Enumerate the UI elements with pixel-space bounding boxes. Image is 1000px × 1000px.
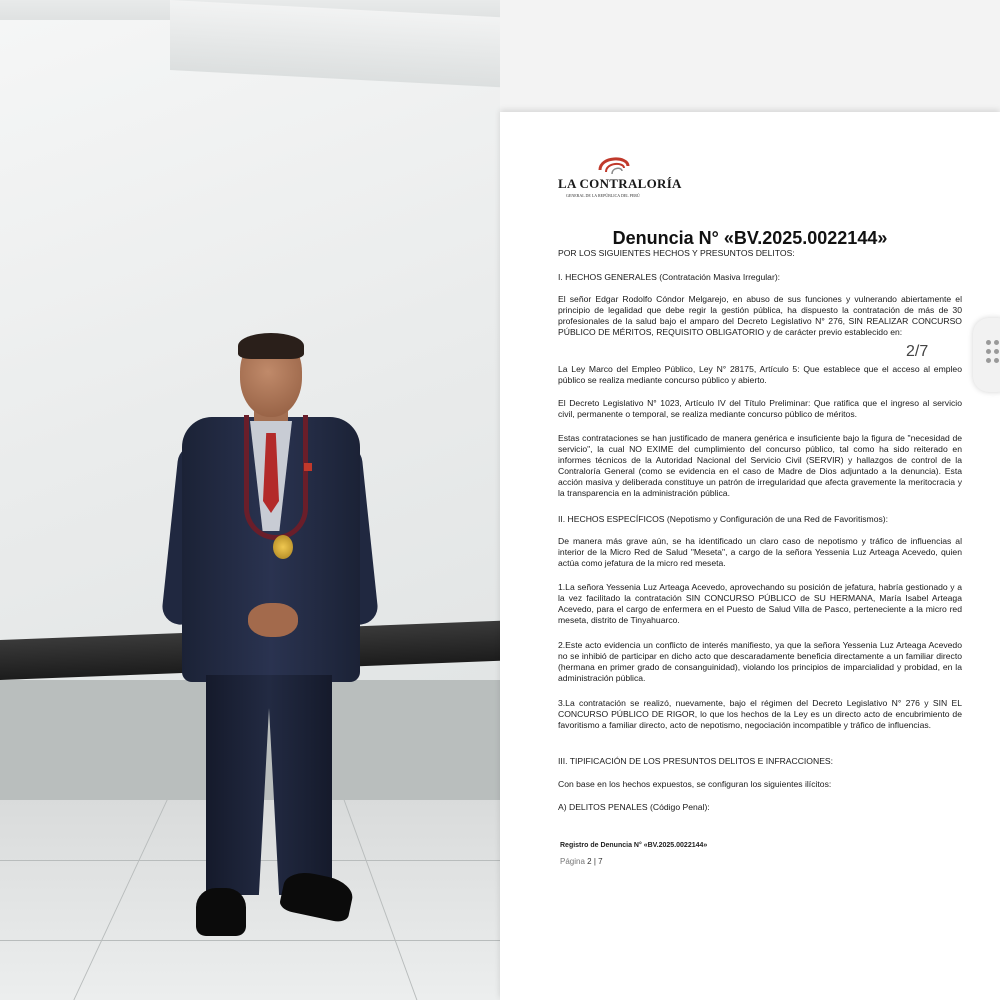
document-page[interactable] — [500, 112, 1000, 1000]
hair — [238, 333, 304, 359]
standing-man — [170, 335, 370, 945]
trousers — [206, 675, 332, 895]
paragraph-2: La Ley Marco del Empleo Público, Ley N° 28175, Artículo 5: Que establece que el acceso al empleo público se realiza mediante concurso público y abierto. — [558, 364, 962, 385]
paragraph-7: 2.Este acto evidencia un conflicto de interés manifiesto, ya que la señora Yessenia Luz Arteaga Acevedo no se inhibió de participar en dicho acto que descaradamente beneficia directamente a un familiar directo (hermana en primer grado de consanguinidad), violando los principios de imparcialidad y probidad, en la administración pública. — [558, 640, 962, 683]
footer-page-value: 2 | 7 — [587, 857, 603, 866]
paragraph-8: 3.La contratación se realizó, nuevamente, bajo el régimen del Decreto Legislativo N° 276 y SIN EL CONCURSO PÚBLICO DE RIGOR, lo que los hechos de la Ley es un directo acto de encubrimiento de favoritismo a familiar directo, acto de nepotismo, negociación incompatible y tráfico de influencias. — [558, 698, 962, 730]
paragraph-1: El señor Edgar Rodolfo Cóndor Melgarejo, en abuso de sus funciones y vulnerando abiertamente el principio de legalidad que debe regir la gestión pública, ha dispuesto la contratación de más de 30 profesionales de la salud bajo el amparo del Decreto Legislativo N° 276, SIN REALIZAR CONCURSO PÚBLICO DE MÉRITOS, REQUISITO OBLIGATORIO y de carácter previo establecido en: — [558, 294, 962, 337]
section-a-heading: A) DELITOS PENALES (Código Penal): — [558, 802, 710, 812]
lapel-pin — [304, 463, 312, 471]
section-1-heading: I. HECHOS GENERALES (Contratación Masiva Irregular): — [558, 272, 781, 282]
page-indicator: 2/7 — [906, 343, 929, 360]
paragraph-6: 1.La señora Yessenia Luz Arteaga Acevedo, aprovechando su posición de jefatura, habría gestionado y a la vez facilitado la contratación SIN CONCURSO PÚBLICO de SU HERMANA, María Isabel Arteaga Acevedo, para el cargo de enfermera en el Puesto de Salud Villa de Pasco, perteneciente a la micro red meseta, distrito de Tinyahuarco. — [558, 582, 962, 625]
footer-registro: Registro de Denuncia N° «BV.2025.0022144» — [560, 842, 708, 849]
gold-medal — [273, 535, 293, 559]
tile-line — [73, 800, 167, 1000]
paragraph-9: Con base en los hechos expuestos, se configuran los siguientes ilícitos: — [558, 779, 832, 789]
footer-page-label: Página — [560, 857, 585, 866]
document-title: Denuncia N° «BV.2025.0022144» — [612, 228, 888, 248]
clasped-hands — [248, 603, 298, 637]
paragraph-4: Estas contrataciones se han justificado de manera genérica e insuficiente bajo la figura de "necesidad de servicio", la cual NO EXIME del cumplimiento del concurso público, tal como ha sido reiterado en informes técnicos de la Autoridad Nacional del Servicio Civil (SERVIR) y hallazgos de control de la Contraloría General (como se evidencia en el caso de Madre de Dios adjuntado a la denuncia). Esta acción masiva y deliberada constituye un patrón de irregularidad que afecta gravemente la meritocracia y la transparencia en la administración pública. — [558, 433, 962, 498]
paragraph-5: De manera más grave aún, se ha identificado un claro caso de nepotismo y tráfico de influencias al interior de la Micro Red de Salud "Meseta", a cargo de la señora Yessenia Luz Arteaga Acevedo, quien actúa como jefatura de la micro red meseta. — [558, 536, 962, 568]
section-3-heading: III. TIPIFICACIÓN DE LOS PRESUNTOS DELITOS E INFRACCIONES: — [558, 756, 834, 766]
logo-subtext: GENERAL DE LA REPÚBLICA DEL PERÚ — [566, 193, 640, 198]
grip-dots-icon — [986, 340, 1000, 366]
logo-text: LA CONTRALORÍA — [558, 176, 682, 191]
right-shoe — [278, 868, 355, 924]
section-2-heading: II. HECHOS ESPECÍFICOS (Nepotismo y Configuración de una Red de Favoritismos): — [558, 514, 889, 524]
paragraph-3: El Decreto Legislativo N° 1023, Artículo IV del Título Preliminar: Que ratifica que el ingreso al servicio civil, permanente o temporal, se realiza mediante concurso público de méritos. — [558, 398, 962, 419]
contraloria-logo — [558, 152, 698, 202]
logo-mark-icon — [594, 152, 634, 176]
footer-page-number — [560, 857, 603, 866]
intro-line: POR LOS SIGUIENTES HECHOS Y PRESUNTOS DELITOS: — [558, 248, 795, 258]
medal-ribbon — [244, 415, 308, 540]
left-shoe — [196, 888, 246, 936]
